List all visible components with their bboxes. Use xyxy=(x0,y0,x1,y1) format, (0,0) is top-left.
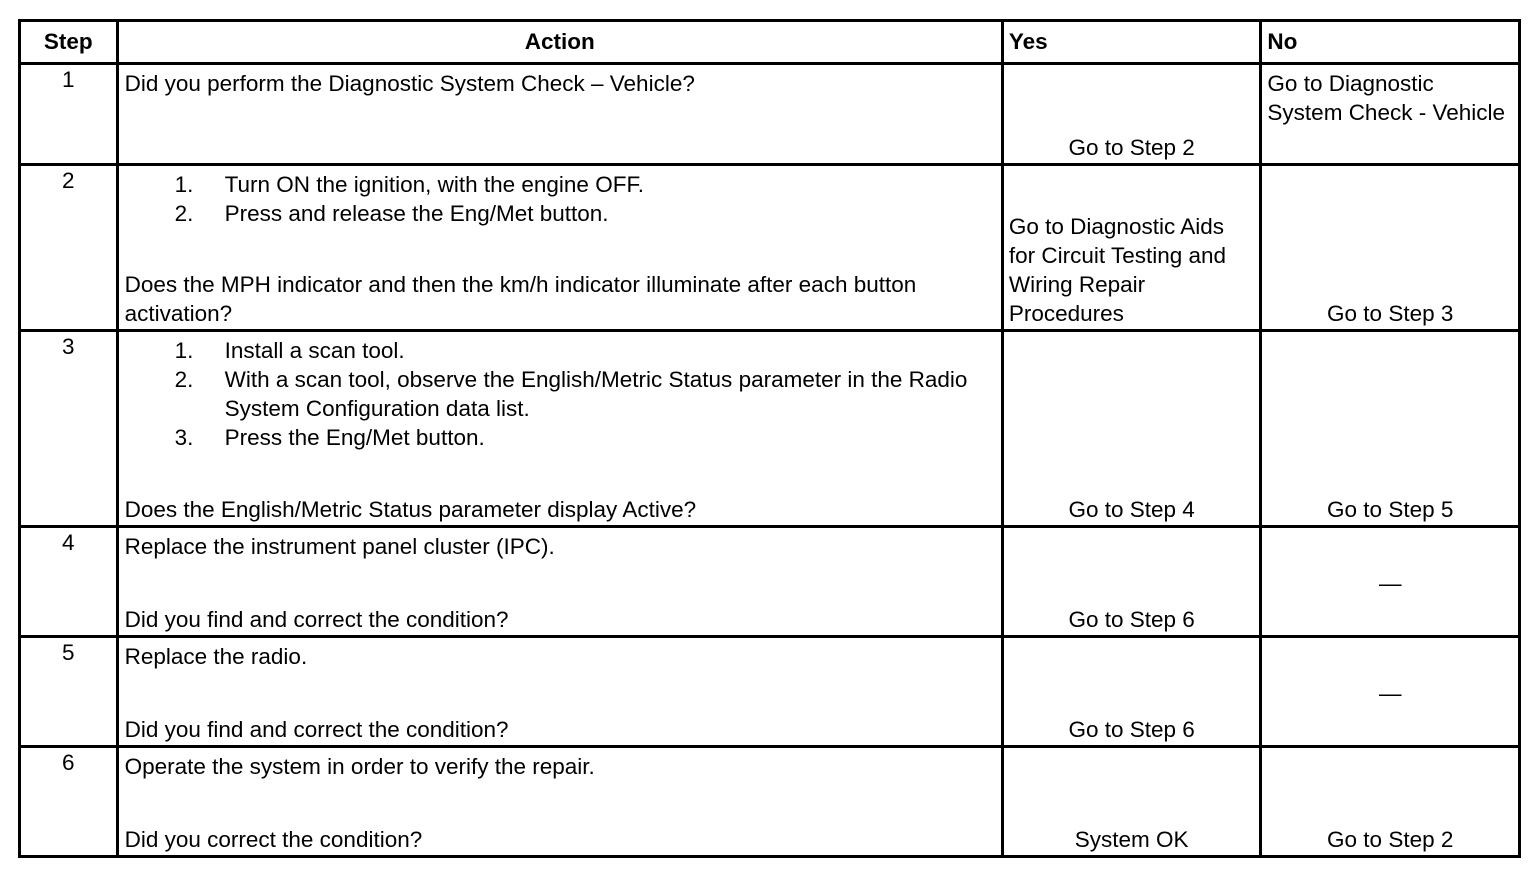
no-cell xyxy=(1261,637,1520,747)
instruction-text: Replace the instrument panel cluster (IPC). xyxy=(124,534,555,559)
question-text: Did you find and correct the condition? xyxy=(124,717,509,742)
instruction-text: Replace the radio. xyxy=(124,644,308,669)
question-text: Did you correct the condition? xyxy=(124,827,423,852)
no-cell xyxy=(1261,747,1520,857)
yes-cell xyxy=(1002,331,1261,527)
substep-list xyxy=(125,170,995,228)
table-row xyxy=(20,64,1520,165)
list-item xyxy=(175,170,995,199)
no-result: Go to Step 5 xyxy=(1327,497,1454,522)
yes-cell xyxy=(1002,637,1261,747)
question-text: Did you find and correct the condition? xyxy=(124,607,509,632)
yes-cell xyxy=(1002,747,1261,857)
table-row xyxy=(20,527,1520,637)
substep-number: 1. xyxy=(174,172,194,197)
yes-result: Go to Step 4 xyxy=(1068,497,1195,522)
substep-text: Turn ON the ignition, with the engine OFF. xyxy=(224,172,644,197)
header-yes: Yes xyxy=(1002,21,1261,64)
step-number: 1 xyxy=(20,64,118,165)
no-cell xyxy=(1261,331,1520,527)
question-text: Does the MPH indicator and then the km/h indicator illuminate after each button activation? xyxy=(124,272,917,326)
list-item xyxy=(175,365,995,423)
no-result: Go to Step 3 xyxy=(1327,301,1454,326)
question-text: Did you perform the Diagnostic System Check – Vehicle? xyxy=(124,71,695,96)
no-result: Go to Step 2 xyxy=(1327,827,1454,852)
action-cell xyxy=(117,64,1002,165)
substep-text: With a scan tool, observe the English/Metric Status parameter in the Radio System Configuration data list. xyxy=(224,367,968,421)
step-number: 6 xyxy=(20,747,118,857)
yes-result: Go to Step 6 xyxy=(1068,717,1195,742)
substep-number: 1. xyxy=(174,338,194,363)
question-text: Does the English/Metric Status parameter display Active? xyxy=(124,497,697,522)
action-cell xyxy=(117,527,1002,637)
table-row xyxy=(20,165,1520,331)
yes-result: Go to Diagnostic Aids for Circuit Testing and Wiring Repair Procedures xyxy=(1008,214,1227,326)
yes-result: Go to Step 6 xyxy=(1068,607,1195,632)
action-cell xyxy=(117,331,1002,527)
yes-cell xyxy=(1002,527,1261,637)
header-action: Action xyxy=(117,21,1002,64)
yes-result: System OK xyxy=(1074,827,1189,852)
step-number: 4 xyxy=(20,527,118,637)
action-cell xyxy=(117,747,1002,857)
step-number: 2 xyxy=(20,165,118,331)
table-row xyxy=(20,331,1520,527)
substep-text: Press and release the Eng/Met button. xyxy=(224,201,609,226)
yes-cell xyxy=(1002,64,1261,165)
list-item xyxy=(175,336,995,365)
header-row xyxy=(20,21,1520,64)
no-result: — xyxy=(1378,680,1402,706)
substep-number: 3. xyxy=(174,425,194,450)
header-no: No xyxy=(1261,21,1520,64)
table-row xyxy=(20,637,1520,747)
substep-list xyxy=(125,336,995,452)
diagnostic-table xyxy=(18,19,1521,858)
yes-cell xyxy=(1002,165,1261,331)
substep-number: 2. xyxy=(174,201,194,226)
no-result: — xyxy=(1378,570,1402,596)
instruction-text: Operate the system in order to verify the repair. xyxy=(124,754,595,779)
no-result: Go to Diagnostic System Check - Vehicle xyxy=(1267,71,1506,125)
no-cell xyxy=(1261,527,1520,637)
table-row xyxy=(20,747,1520,857)
substep-text: Press the Eng/Met button. xyxy=(224,425,485,450)
header-step: Step xyxy=(20,21,118,64)
step-number: 5 xyxy=(20,637,118,747)
list-item xyxy=(175,199,995,228)
substep-text: Install a scan tool. xyxy=(224,338,405,363)
action-cell xyxy=(117,165,1002,331)
no-cell xyxy=(1261,165,1520,331)
step-number: 3 xyxy=(20,331,118,527)
list-item xyxy=(175,423,995,452)
yes-result: Go to Step 2 xyxy=(1068,135,1195,160)
action-cell xyxy=(117,637,1002,747)
no-cell xyxy=(1261,64,1520,165)
substep-number: 2. xyxy=(174,367,194,392)
